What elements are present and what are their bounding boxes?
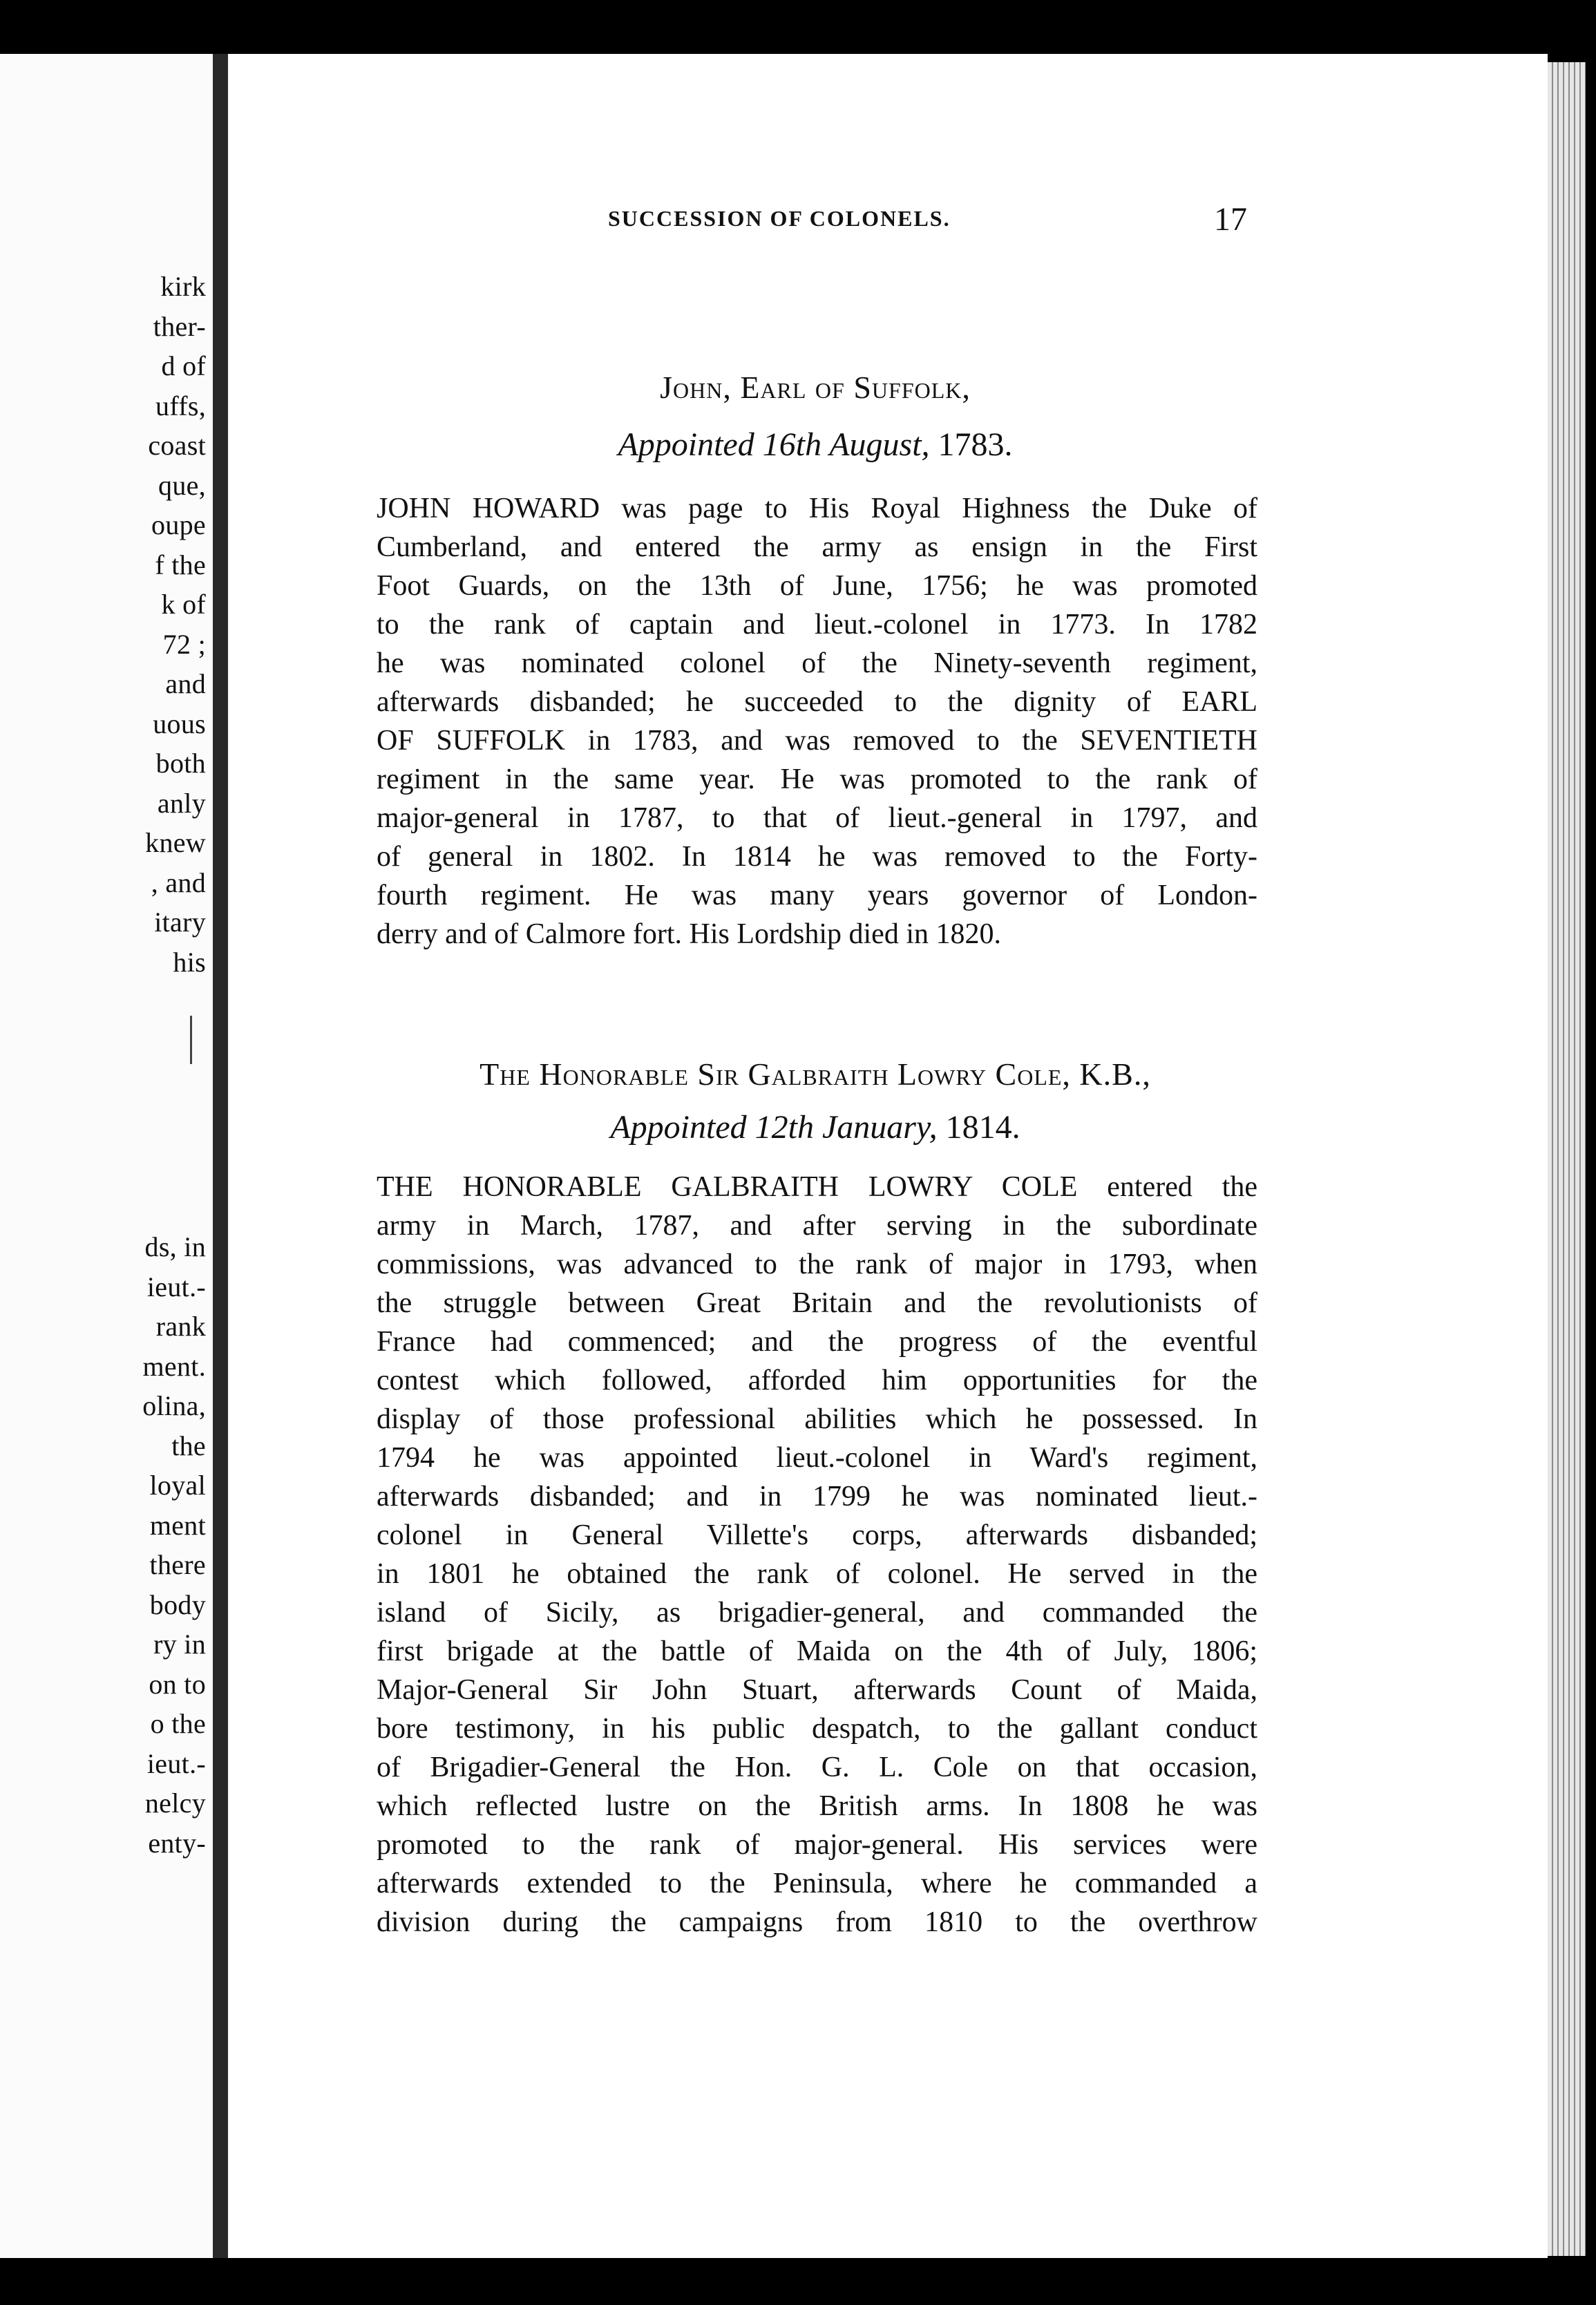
running-head-title: SUCCESSION OF COLONELS. [608, 206, 951, 231]
left-page-line-fragment: ment [149, 1509, 206, 1541]
left-page-line-fragment: ieut.- [146, 1271, 206, 1302]
left-page-line-fragment: nelcy [144, 1787, 206, 1819]
left-page-line-fragment: rank [155, 1311, 206, 1342]
text-line: Major-General Sir John Stuart, afterwards Count of Maida, [377, 1674, 1257, 1706]
text-line: THE HONORABLE GALBRAITH LOWRY COLE entered the [377, 1171, 1257, 1203]
left-page-line-fragment: coast [148, 430, 206, 461]
text-line: JOHN HOWARD was page to His Royal Highness the Duke of [377, 493, 1257, 524]
left-page-line-fragment: 72 ; [162, 628, 206, 660]
text-line: derry and of Calmore fort. His Lordship died in 1820. [377, 918, 1001, 950]
appointed-date: 16th August, [762, 426, 930, 463]
left-page-line-fragment: oupe [151, 509, 206, 540]
text-line: contest which followed, afforded him opportunities for the [377, 1365, 1257, 1396]
previous-page-fragment [0, 54, 213, 2258]
text-line: of Brigadier-General the Hon. G. L. Cole on that occasion, [377, 1752, 1257, 1783]
text-line: commissions, was advanced to the rank of major in 1793, when [377, 1249, 1257, 1280]
appointed-label: Appointed [618, 426, 754, 463]
left-page-line-fragment: ieut.- [146, 1747, 206, 1779]
text-line: bore testimony, in his public despatch, to the gallant conduct [377, 1713, 1257, 1745]
text-line: 1794 he was appointed lieut.-colonel in Ward's regiment, [377, 1442, 1257, 1474]
left-page-line-fragment: ment. [142, 1350, 206, 1382]
left-page-line-fragment: ther- [153, 310, 206, 342]
text-line: army in March, 1787, and after serving in the subordinate [377, 1210, 1257, 1242]
text-line: in 1801 he obtained the rank of colonel. He served in the [377, 1558, 1257, 1590]
left-page-line-fragment: both [155, 748, 206, 779]
left-page-line-fragment: kirk [160, 271, 206, 302]
left-page-line-fragment: enty- [148, 1827, 206, 1859]
text-line: Foot Guards, on the 13th of June, 1756; he was promoted [377, 570, 1257, 602]
page-edges [1548, 62, 1586, 2256]
left-page-line-fragment: there [149, 1549, 206, 1580]
left-page-line-fragment: body [149, 1588, 206, 1620]
left-page-line-fragment: the [171, 1430, 206, 1461]
text-line: display of those professional abilities which he possessed. In [377, 1403, 1257, 1435]
text-line: Cumberland, and entered the army as ensign in the First [377, 531, 1257, 563]
left-page-line-fragment: knew [145, 827, 206, 858]
page-crease-mark [190, 1016, 192, 1064]
left-page-line-fragment: que, [158, 469, 206, 501]
appointed-year: 1814. [945, 1109, 1020, 1146]
appointment-line-cole [373, 1108, 1257, 1146]
running-head [608, 200, 1271, 242]
left-page-line-fragment: ds, in [144, 1231, 206, 1262]
text-line: division during the campaigns from 1810 to the overthrow [377, 1906, 1257, 1938]
left-page-line-fragment: his [173, 946, 206, 978]
text-line: colonel in General Villette's corps, afterwards disbanded; [377, 1519, 1257, 1551]
text-line: afterwards disbanded; he succeeded to the dignity of EARL [377, 686, 1257, 718]
text-line: first brigade at the battle of Maida on the 4th of July, 1806; [377, 1635, 1257, 1667]
text-line: afterwards disbanded; and in 1799 he was nominated lieut.- [377, 1481, 1257, 1512]
appointed-date: 12th January, [754, 1109, 938, 1146]
biography-paragraph-cole [377, 1168, 1257, 1942]
appointed-label: Appointed [610, 1109, 747, 1146]
text-line: to the rank of captain and lieut.-colonel in 1773. In 1782 [377, 609, 1257, 641]
left-page-line-fragment: f the [155, 549, 206, 580]
left-page-line-fragment: itary [154, 907, 206, 938]
left-page-line-fragment: uffs, [155, 390, 206, 421]
text-line: OF SUFFOLK in 1783, and was removed to the SEVENTIETH [377, 725, 1257, 757]
left-page-line-fragment: loyal [149, 1470, 206, 1501]
text-line: fourth regiment. He was many years governor of London- [377, 880, 1257, 911]
left-page-line-fragment: d of [161, 350, 206, 381]
text-line: of general in 1802. In 1814 he was removed to the Forty- [377, 841, 1257, 873]
book-gutter [213, 54, 228, 2258]
left-page-line-fragment: o the [150, 1708, 206, 1739]
left-page-line-fragment: olina, [142, 1390, 206, 1421]
left-page-line-fragment: k of [161, 589, 206, 620]
text-line: major-general in 1787, to that of lieut.-general in 1797, and [377, 802, 1257, 834]
text-line: the struggle between Great Britain and the revolutionists of [377, 1287, 1257, 1319]
left-page-line-fragment: anly [157, 787, 206, 819]
text-line: island of Sicily, as brigadier-general, and commanded the [377, 1597, 1257, 1629]
left-page-line-fragment: ry in [153, 1629, 206, 1660]
section-heading-cole: The Honorable Sir Galbraith Lowry Cole, K.B., [479, 1056, 1151, 1092]
left-page-line-fragment: , and [151, 866, 206, 898]
page-number: 17 [1214, 201, 1247, 238]
appointed-year: 1783. [938, 426, 1013, 463]
section-heading-suffolk: John, Earl of Suffolk, [660, 370, 971, 405]
text-line: which reflected lustre on the British arms. In 1808 he was [377, 1790, 1257, 1822]
text-line: regiment in the same year. He was promoted to the rank of [377, 763, 1257, 795]
left-page-line-fragment: and [165, 668, 206, 699]
left-page-line-fragment: uous [153, 708, 206, 739]
appointment-line-suffolk [373, 426, 1257, 464]
text-line: afterwards extended to the Peninsula, where he commanded a [377, 1868, 1257, 1899]
biography-paragraph-suffolk [377, 489, 1257, 954]
text-line: he was nominated colonel of the Ninety-seventh regiment, [377, 647, 1257, 679]
left-page-line-fragment: on to [149, 1668, 206, 1700]
text-line: promoted to the rank of major-general. His services were [377, 1829, 1257, 1861]
text-line: France had commenced; and the progress of the eventful [377, 1326, 1257, 1358]
